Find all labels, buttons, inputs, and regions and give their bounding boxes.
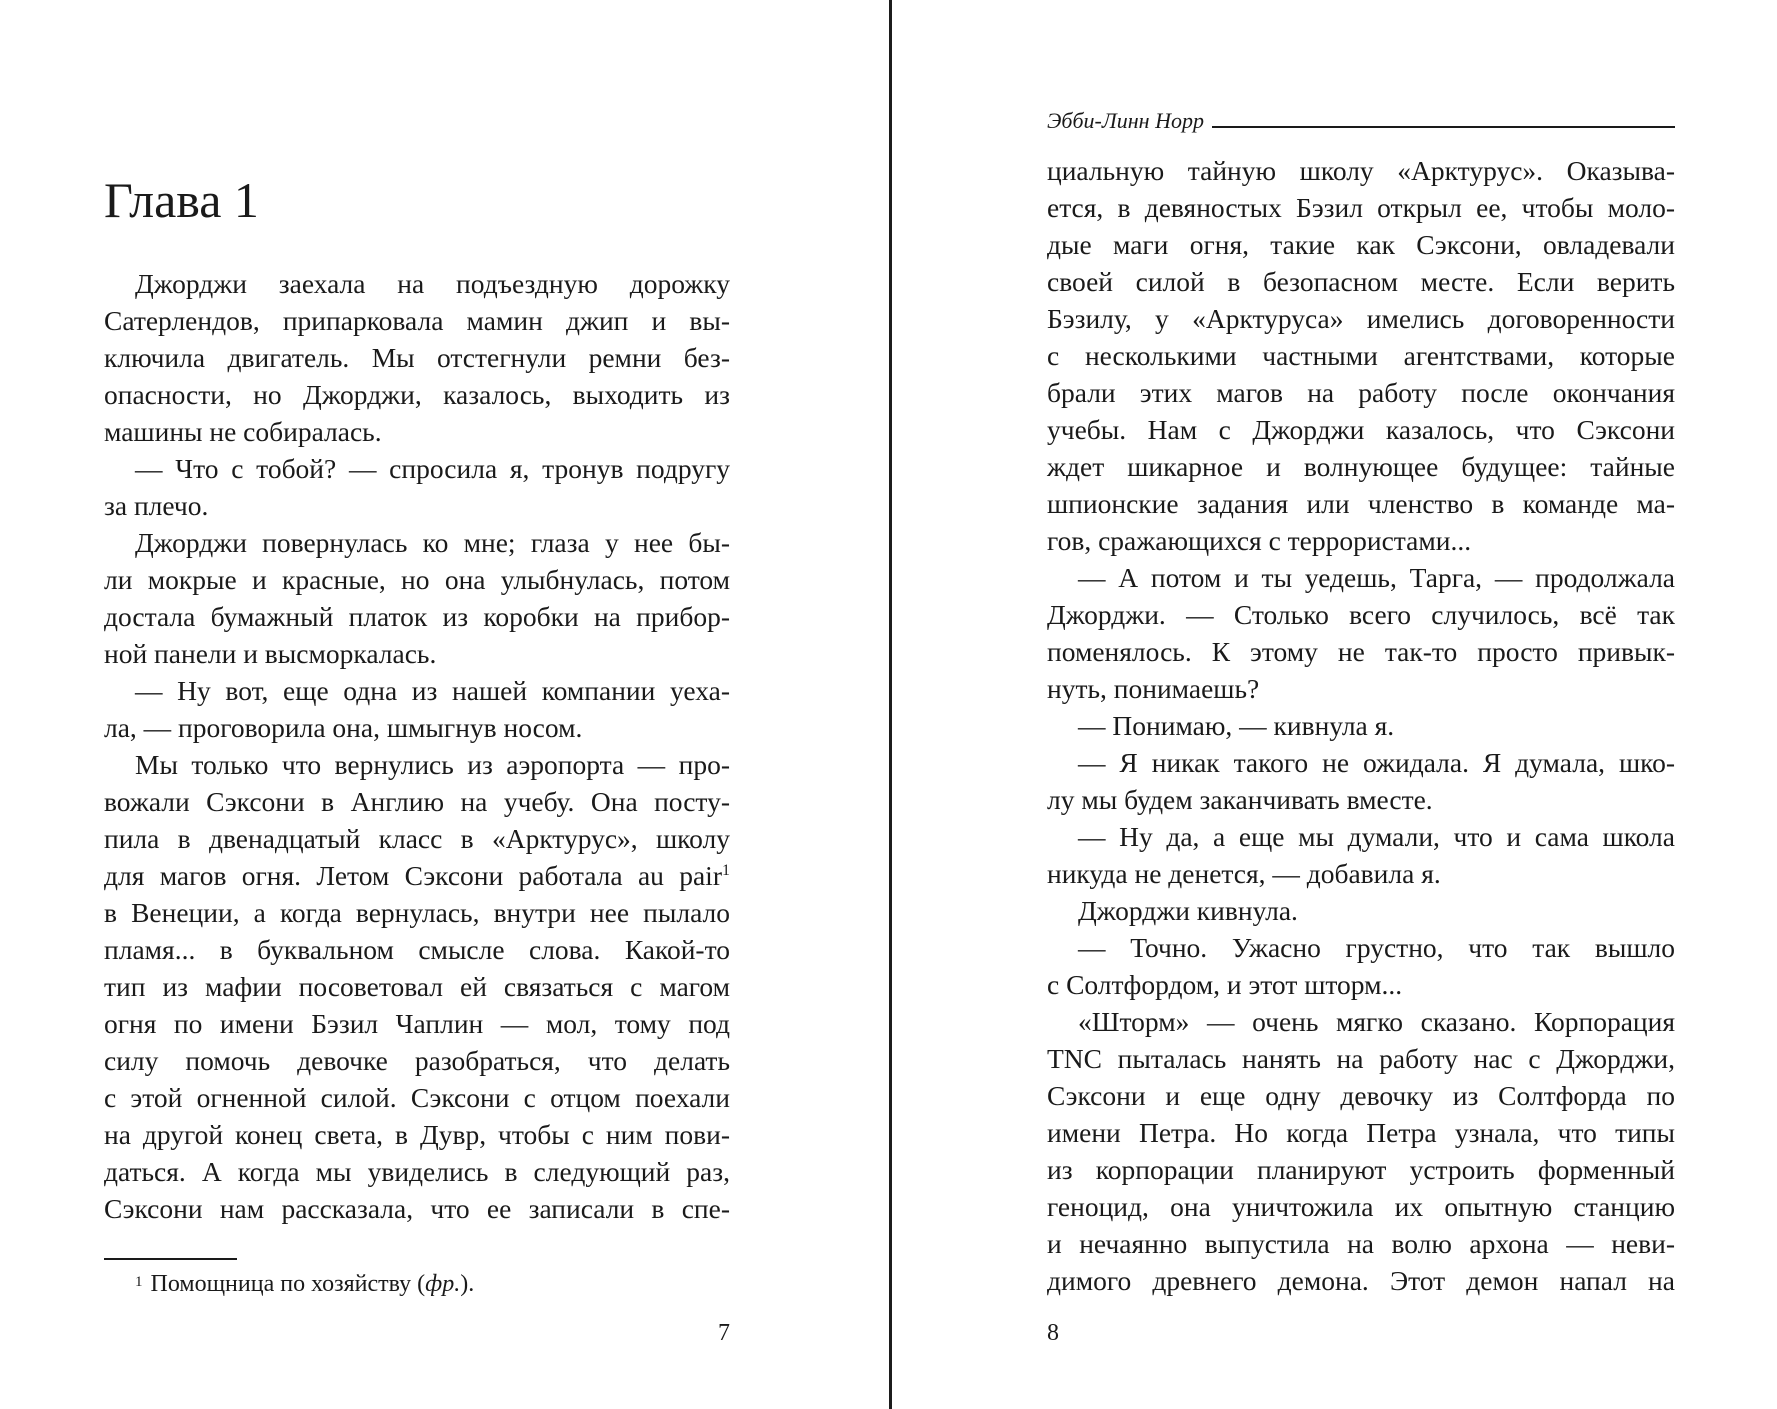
page-number-left: 7	[718, 1320, 730, 1346]
text-line: даться. А когда мы увиделись в следующий раз,	[104, 1156, 730, 1187]
text-line: с несколькими частными агентствами, которые	[1047, 340, 1675, 371]
text-line	[104, 857, 730, 894]
text-line: имени Петра. Но когда Петра узнала, что типы	[1047, 1117, 1675, 1148]
footnote-text-after: ).	[460, 1271, 475, 1297]
footnote-reference[interactable]: 1	[722, 862, 730, 879]
text-line: Бэзилу, у «Арктуруса» имелись договоренности	[1047, 303, 1675, 334]
text-line: пламя... в буквальном смысле слова. Какой-то	[104, 934, 730, 965]
text-line: брали этих магов на работу после окончания	[1047, 377, 1675, 408]
text-line: в Венеции, а когда вернулась, внутри нее пылало	[104, 897, 730, 928]
text-line: циальную тайную школу «Арктурус». Оказыва-	[1047, 155, 1675, 186]
text-line: поменялось. К этому не так-то просто привык-	[1047, 636, 1675, 667]
text-line: с этой огненной силой. Сэксони с отцом поехали	[104, 1082, 730, 1113]
text-line: дые маги огня, такие как Сэксони, овладевали	[1047, 229, 1675, 260]
running-header-author: Эбби-Линн Норр	[1047, 108, 1204, 133]
footnote	[135, 1268, 474, 1300]
text-line: димого древнего демона. Этот демон напал на	[1047, 1265, 1675, 1296]
text-line: машины не собиралась.	[104, 416, 382, 447]
text-line: вожали Сэксони в Англию на учебу. Она посту-	[104, 786, 730, 817]
text-line: ется, в девяностых Бэзил открыл ее, чтобы моло-	[1047, 192, 1675, 223]
text-line: Джорджи. — Столько всего случилось, всё так	[1047, 599, 1675, 630]
text-line: своей силой в безопасном месте. Если верить	[1047, 266, 1675, 297]
text-line: ла, — проговорила она, шмыгнув носом.	[104, 712, 583, 743]
text-line: Джорджи кивнула.	[1078, 895, 1298, 926]
running-header	[1047, 104, 1675, 134]
text-line: Мы только что вернулись из аэропорта — про-	[135, 749, 730, 780]
text-line: — Ну да, а еще мы думали, что и сама школа	[1078, 821, 1675, 852]
text-line: геноцид, она уничтожила их опытную станцию	[1047, 1191, 1675, 1222]
text-line: шпионские задания или членство в команде ма-	[1047, 488, 1675, 519]
text-line: тип из мафии посоветовал ей связаться с магом	[104, 971, 730, 1002]
left-body-text	[104, 265, 730, 1227]
text-line: — Точно. Ужасно грустно, что так вышло	[1078, 932, 1675, 963]
running-header-rule	[1212, 126, 1675, 128]
right-page	[1047, 0, 1675, 1409]
text-line: Джорджи повернулась ко мне; глаза у нее бы-	[135, 527, 730, 558]
text-line: опасности, но Джорджи, казалось, выходить из	[104, 379, 730, 410]
text-line: — Что с тобой? — спросила я, тронув подругу	[135, 453, 730, 484]
left-page	[104, 0, 730, 1409]
text-line: ной панели и высморкалась.	[104, 638, 437, 669]
footnote-text-italic: фр.	[425, 1271, 461, 1297]
text-line: никуда не денется, — добавила я.	[1047, 858, 1441, 889]
text-line: Сатерлендов, припарковала мамин джип и вы-	[104, 305, 730, 336]
text-line: гов, сражающихся с террористами...	[1047, 525, 1472, 556]
text-line: — Понимаю, — кивнула я.	[1078, 710, 1395, 741]
text-line: «Шторм» — очень мягко сказано. Корпорация	[1078, 1006, 1675, 1037]
footnote-mark: 1	[135, 1274, 143, 1290]
text-line: учебы. Нам с Джорджи казалось, что Сэксони	[1047, 414, 1675, 445]
text-line: с Солтфордом, и этот шторм...	[1047, 969, 1403, 1000]
text-line: — А потом и ты уедешь, Тарга, — продолжала	[1078, 562, 1675, 593]
text-line: — Я никак такого не ожидала. Я думала, шко-	[1078, 747, 1675, 778]
text-line-content: для магов огня. Летом Сэксони работала au pair	[104, 860, 722, 891]
text-line: ключила двигатель. Мы отстегнули ремни без-	[104, 342, 730, 373]
chapter-title: Глава 1	[104, 172, 259, 228]
text-line: ли мокрые и красные, но она улыбнулась, потом	[104, 564, 730, 595]
text-line: Сэксони и еще одну девочку из Солтфорда по	[1047, 1080, 1675, 1111]
text-line: лу мы будем заканчивать вместе.	[1047, 784, 1433, 815]
right-body-text	[1047, 152, 1675, 1299]
text-line: пила в двенадцатый класс в «Арктурус», школу	[104, 823, 730, 854]
book-gutter	[889, 0, 892, 1409]
text-line: Джорджи заехала на подъездную дорожку	[135, 268, 730, 299]
footnote-divider	[104, 1258, 237, 1260]
text-line: за плечо.	[104, 490, 209, 521]
footnote-text-before: Помощница по хозяйству (	[150, 1271, 426, 1297]
text-line: TNC пыталась нанять на работу нас с Джорджи,	[1047, 1043, 1675, 1074]
text-line: достала бумажный платок из коробки на прибор-	[104, 601, 730, 632]
text-line: и нечаянно выпустила на волю архона — неви-	[1047, 1228, 1675, 1259]
text-line: огня по имени Бэзил Чаплин — мол, тому под	[104, 1008, 730, 1039]
text-line: нуть, понимаешь?	[1047, 673, 1260, 704]
text-line: ждет шикарное и волнующее будущее: тайные	[1047, 451, 1675, 482]
text-line: из корпорации планируют устроить форменный	[1047, 1154, 1675, 1185]
text-line: — Ну вот, еще одна из нашей компании уеха-	[135, 675, 730, 706]
text-line: на другой конец света, в Дувр, чтобы с ним пови-	[104, 1119, 730, 1150]
text-line: силу помочь девочке разобраться, что делать	[104, 1045, 730, 1076]
page-number-right: 8	[1047, 1320, 1059, 1346]
text-line: Сэксони нам рассказала, что ее записали в спе-	[104, 1193, 730, 1224]
